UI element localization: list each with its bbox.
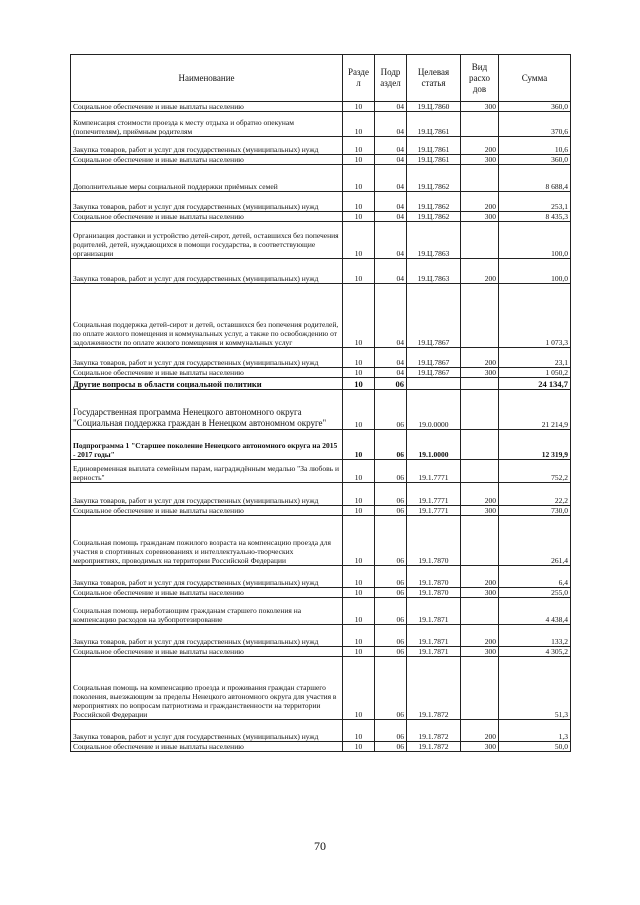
table-row	[71, 566, 571, 588]
cell-section: 10	[343, 598, 375, 625]
table-row	[71, 368, 571, 378]
cell-target-article: 19.1.7771	[407, 483, 461, 506]
cell-sum: 21 214,9	[499, 390, 571, 430]
cell-name: Единовременная выплата семейным парам, наградждённым медалью "За любовь и верность"	[71, 460, 343, 483]
cell-expense-type	[461, 222, 499, 259]
cell-target-article: 19.Ц.7862	[407, 192, 461, 212]
cell-sum: 1,3	[499, 720, 571, 742]
cell-sum: 255,0	[499, 588, 571, 598]
cell-subsection: 06	[375, 588, 407, 598]
table-row	[71, 378, 571, 390]
cell-section: 10	[343, 348, 375, 368]
cell-sum: 4 305,2	[499, 647, 571, 657]
cell-name: Закупка товаров, работ и услуг для государственных (муниципальных) нужд	[71, 259, 343, 284]
cell-section: 10	[343, 390, 375, 430]
header-name: Наименование	[71, 55, 343, 102]
cell-section: 10	[343, 212, 375, 222]
cell-name: Закупка товаров, работ и услуг для государственных (муниципальных) нужд	[71, 483, 343, 506]
cell-expense-type: 300	[461, 102, 499, 112]
cell-target-article: 19.Ц.7861	[407, 155, 461, 165]
cell-sum: 50,0	[499, 742, 571, 752]
cell-section: 10	[343, 720, 375, 742]
cell-sum: 10,6	[499, 137, 571, 155]
cell-subsection: 06	[375, 647, 407, 657]
cell-target-article: 19.Ц.7860	[407, 102, 461, 112]
cell-target-article: 19.1.0000	[407, 430, 461, 460]
cell-expense-type	[461, 460, 499, 483]
cell-name: Социальная помощь неработающим гражданам старшего поколения на компенсацию расходов на зубопротезирование	[71, 598, 343, 625]
table-body	[71, 102, 571, 752]
cell-subsection: 06	[375, 506, 407, 516]
cell-subsection: 04	[375, 284, 407, 348]
cell-subsection: 06	[375, 378, 407, 390]
cell-name: Подпрограмма 1 "Старшее поколение Ненецкого автономного округа на 2015 - 2017 годы"	[71, 430, 343, 460]
cell-subsection: 04	[375, 155, 407, 165]
cell-expense-type	[461, 657, 499, 720]
cell-subsection: 04	[375, 368, 407, 378]
header-sum: Сумма	[499, 55, 571, 102]
table-row	[71, 430, 571, 460]
cell-subsection: 04	[375, 192, 407, 212]
cell-sum: 261,4	[499, 516, 571, 566]
cell-target-article: 19.Ц.7867	[407, 368, 461, 378]
cell-sum: 4 438,4	[499, 598, 571, 625]
cell-name: Организация доставки и устройство детей-сирот, детей, оставшихся без попечения родителей, детей, нуждающихся в помощи государства, в соответствующие организации	[71, 222, 343, 259]
cell-subsection: 04	[375, 165, 407, 192]
cell-expense-type: 200	[461, 259, 499, 284]
table-row	[71, 742, 571, 752]
cell-expense-type	[461, 284, 499, 348]
cell-name: Другие вопросы в области социальной политики	[71, 378, 343, 390]
cell-target-article: 19.1.7771	[407, 460, 461, 483]
cell-name: Закупка товаров, работ и услуг для государственных (муниципальных) нужд	[71, 566, 343, 588]
cell-subsection: 06	[375, 720, 407, 742]
cell-name: Социальная помощь на компенсацию проезда и проживания граждан старшего поколения, выезжающим за пределы Ненецкого автономного округа для участия в мероприятиях по вопросам патриотизма и гражданственности на территории Российской Федерации	[71, 657, 343, 720]
cell-subsection: 04	[375, 222, 407, 259]
cell-section: 10	[343, 588, 375, 598]
cell-target-article: 19.1.7871	[407, 598, 461, 625]
table-row	[71, 102, 571, 112]
cell-target-article: 19.Ц.7862	[407, 212, 461, 222]
cell-name: Социальное обеспечение и иные выплаты населению	[71, 212, 343, 222]
cell-name: Социальное обеспечение и иные выплаты населению	[71, 102, 343, 112]
cell-name: Закупка товаров, работ и услуг для государственных (муниципальных) нужд	[71, 348, 343, 368]
cell-expense-type	[461, 430, 499, 460]
table-row	[71, 212, 571, 222]
cell-target-article: 19.Ц.7863	[407, 259, 461, 284]
cell-subsection: 06	[375, 625, 407, 647]
cell-target-article: 19.1.7872	[407, 720, 461, 742]
cell-section: 10	[343, 647, 375, 657]
cell-name: Социальное обеспечение и иные выплаты населению	[71, 647, 343, 657]
cell-sum: 51,3	[499, 657, 571, 720]
cell-sum: 8 688,4	[499, 165, 571, 192]
cell-name: Социальная поддержка детей-сирот и детей, оставшихся без попечения родителей, по оплате жилого помещения и коммунальных услуг, а также по освобождению от задолженности по оплате жилого помещения и коммунальных услуг	[71, 284, 343, 348]
cell-name: Социальное обеспечение и иные выплаты населению	[71, 742, 343, 752]
cell-sum: 22,2	[499, 483, 571, 506]
cell-subsection: 04	[375, 259, 407, 284]
header-section: Разде л	[343, 55, 375, 102]
cell-sum: 1 073,3	[499, 284, 571, 348]
cell-expense-type	[461, 598, 499, 625]
cell-subsection: 06	[375, 483, 407, 506]
cell-expense-type: 300	[461, 742, 499, 752]
cell-sum: 8 435,3	[499, 212, 571, 222]
cell-name: Дополнительные меры социальной поддержки приёмных семей	[71, 165, 343, 192]
cell-name: Закупка товаров, работ и услуг для государственных (муниципальных) нужд	[71, 192, 343, 212]
cell-subsection: 06	[375, 460, 407, 483]
cell-name: Социальное обеспечение и иные выплаты населению	[71, 368, 343, 378]
table-row	[71, 483, 571, 506]
cell-section: 10	[343, 460, 375, 483]
cell-expense-type: 200	[461, 348, 499, 368]
cell-sum: 360,0	[499, 102, 571, 112]
table-row	[71, 598, 571, 625]
cell-target-article	[407, 378, 461, 390]
table-row	[71, 720, 571, 742]
cell-name: Социальное обеспечение и иные выплаты населению	[71, 155, 343, 165]
cell-section: 10	[343, 137, 375, 155]
page-number: 70	[314, 839, 326, 853]
cell-section: 10	[343, 284, 375, 348]
cell-expense-type	[461, 112, 499, 137]
cell-name: Социальное обеспечение и иные выплаты населению	[71, 588, 343, 598]
cell-target-article: 19.1.7872	[407, 657, 461, 720]
cell-section: 10	[343, 192, 375, 212]
table-row	[71, 155, 571, 165]
table-row	[71, 192, 571, 212]
cell-section: 10	[343, 516, 375, 566]
cell-section: 10	[343, 155, 375, 165]
cell-name: Закупка товаров, работ и услуг для государственных (муниципальных) нужд	[71, 137, 343, 155]
table-row	[71, 112, 571, 137]
cell-target-article: 19.0.0000	[407, 390, 461, 430]
cell-name: Государственная программа Ненецкого автономного округа "Социальная поддержка граждан в Ненецком автономном округе"	[71, 390, 343, 430]
cell-section: 10	[343, 368, 375, 378]
header-subsection: Подр аздел	[375, 55, 407, 102]
cell-target-article: 19.Ц.7867	[407, 348, 461, 368]
cell-subsection: 06	[375, 742, 407, 752]
cell-section: 10	[343, 506, 375, 516]
cell-subsection: 06	[375, 390, 407, 430]
cell-target-article: 19.Ц.7863	[407, 222, 461, 259]
cell-sum: 12 319,9	[499, 430, 571, 460]
cell-section: 10	[343, 430, 375, 460]
budget-table	[70, 54, 571, 752]
cell-sum: 730,0	[499, 506, 571, 516]
cell-target-article: 19.1.7870	[407, 566, 461, 588]
cell-subsection: 06	[375, 657, 407, 720]
cell-expense-type	[461, 165, 499, 192]
cell-section: 10	[343, 742, 375, 752]
cell-subsection: 04	[375, 137, 407, 155]
cell-sum: 23,1	[499, 348, 571, 368]
cell-expense-type: 300	[461, 506, 499, 516]
cell-expense-type: 200	[461, 566, 499, 588]
cell-target-article: 19.Ц.7867	[407, 284, 461, 348]
cell-section: 10	[343, 378, 375, 390]
cell-name: Закупка товаров, работ и услуг для государственных (муниципальных) нужд	[71, 625, 343, 647]
header-expense-type: Вид расхо дов	[461, 55, 499, 102]
table-row	[71, 137, 571, 155]
cell-target-article: 19.1.7871	[407, 647, 461, 657]
cell-sum: 100,0	[499, 222, 571, 259]
cell-subsection: 04	[375, 212, 407, 222]
cell-name: Социальное обеспечение и иные выплаты населению	[71, 506, 343, 516]
cell-sum: 100,0	[499, 259, 571, 284]
cell-name: Социальная помощь гражданам пожилого возраста на компенсацию проезда для участия в спортивных соревнованиях и интеллектуально-творческих мероприятиях, проводимых на территории Российской Федерации	[71, 516, 343, 566]
table-row	[71, 657, 571, 720]
cell-sum: 360,0	[499, 155, 571, 165]
cell-target-article: 19.1.7870	[407, 588, 461, 598]
cell-section: 10	[343, 625, 375, 647]
cell-sum: 1 050,2	[499, 368, 571, 378]
cell-section: 10	[343, 165, 375, 192]
cell-expense-type: 300	[461, 588, 499, 598]
table-row	[71, 516, 571, 566]
cell-sum: 24 134,7	[499, 378, 571, 390]
table-row	[71, 348, 571, 368]
cell-name: Закупка товаров, работ и услуг для государственных (муниципальных) нужд	[71, 720, 343, 742]
cell-section: 10	[343, 112, 375, 137]
table-row	[71, 222, 571, 259]
cell-expense-type	[461, 378, 499, 390]
table-row	[71, 460, 571, 483]
cell-name: Компенсация стоимости проезда к месту отдыха и обратно опекунам (попечителям), приёмным родителям	[71, 112, 343, 137]
cell-sum: 752,2	[499, 460, 571, 483]
cell-expense-type: 200	[461, 483, 499, 506]
cell-expense-type: 200	[461, 720, 499, 742]
cell-expense-type: 300	[461, 647, 499, 657]
table-row	[71, 506, 571, 516]
cell-expense-type	[461, 390, 499, 430]
cell-expense-type: 300	[461, 212, 499, 222]
cell-subsection: 06	[375, 598, 407, 625]
cell-section: 10	[343, 102, 375, 112]
cell-expense-type: 200	[461, 137, 499, 155]
cell-section: 10	[343, 657, 375, 720]
cell-target-article: 19.Ц.7862	[407, 165, 461, 192]
cell-target-article: 19.Ц.7861	[407, 112, 461, 137]
cell-sum: 253,1	[499, 192, 571, 212]
cell-expense-type: 200	[461, 625, 499, 647]
cell-sum: 6,4	[499, 566, 571, 588]
table-row	[71, 647, 571, 657]
table-row	[71, 284, 571, 348]
table-row	[71, 259, 571, 284]
cell-section: 10	[343, 566, 375, 588]
cell-expense-type	[461, 516, 499, 566]
cell-subsection: 04	[375, 112, 407, 137]
cell-section: 10	[343, 222, 375, 259]
cell-subsection: 06	[375, 516, 407, 566]
cell-sum: 133,2	[499, 625, 571, 647]
cell-section: 10	[343, 259, 375, 284]
cell-target-article: 19.1.7872	[407, 742, 461, 752]
cell-subsection: 06	[375, 430, 407, 460]
cell-sum: 370,6	[499, 112, 571, 137]
table-row	[71, 390, 571, 430]
cell-subsection: 06	[375, 566, 407, 588]
cell-expense-type: 300	[461, 368, 499, 378]
cell-target-article: 19.Ц.7861	[407, 137, 461, 155]
table-header-row	[71, 55, 571, 102]
table-row	[71, 588, 571, 598]
cell-subsection: 04	[375, 348, 407, 368]
cell-target-article: 19.1.7870	[407, 516, 461, 566]
cell-section: 10	[343, 483, 375, 506]
cell-expense-type: 300	[461, 155, 499, 165]
table-row	[71, 625, 571, 647]
cell-subsection: 04	[375, 102, 407, 112]
cell-target-article: 19.1.7871	[407, 625, 461, 647]
cell-expense-type: 200	[461, 192, 499, 212]
header-target-article: Целевая статья	[407, 55, 461, 102]
table-row	[71, 165, 571, 192]
cell-target-article: 19.1.7771	[407, 506, 461, 516]
